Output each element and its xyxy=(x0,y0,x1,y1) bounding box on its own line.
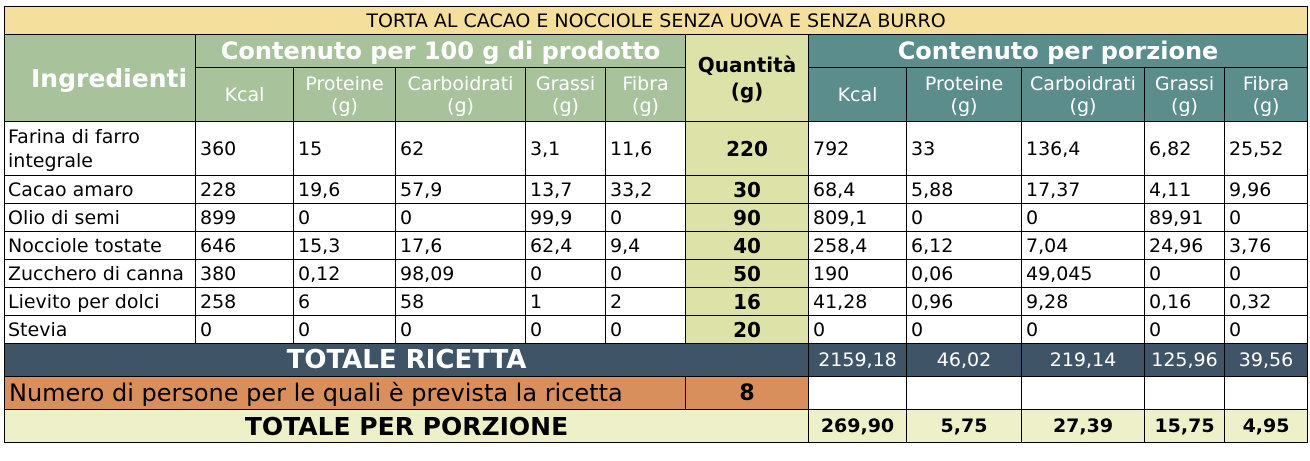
portion-value: 136,4 xyxy=(1022,122,1145,176)
ingredients-header: Ingredienti xyxy=(5,35,196,122)
per-portion-total-label: TOTALE PER PORZIONE xyxy=(5,410,809,443)
portion-value: 33 xyxy=(907,122,1022,176)
quantity-header-label: Quantità xyxy=(697,53,797,77)
portion-value: 258,4 xyxy=(809,232,907,260)
col-header-unit: (g) xyxy=(632,94,659,117)
portion-value: 9,28 xyxy=(1022,288,1145,316)
per-portion-value: 15,75 xyxy=(1145,410,1225,443)
empty-cell xyxy=(1145,377,1225,410)
portion-value: 0 xyxy=(1022,316,1145,344)
per100-value: 0 xyxy=(294,204,396,232)
portion-value: 792 xyxy=(809,122,907,176)
quantity-header-unit: (g) xyxy=(730,79,764,103)
total-value: 219,14 xyxy=(1022,344,1145,377)
col-header-unit: (g) xyxy=(447,94,474,117)
per100-value: 2 xyxy=(606,288,686,316)
empty-cell xyxy=(907,377,1022,410)
empty-cell xyxy=(1022,377,1145,410)
per100-value: 0 xyxy=(294,316,396,344)
per100-value: 0 xyxy=(396,204,526,232)
ingredient-name: Lievito per dolci xyxy=(5,288,196,316)
col-header-unit: (g) xyxy=(1069,94,1097,117)
ingredient-name: Zucchero di canna xyxy=(5,260,196,288)
per100-value: 228 xyxy=(196,176,294,204)
portion-value: 0,16 xyxy=(1145,288,1225,316)
per100-col-header xyxy=(396,68,526,122)
per100-col-header xyxy=(294,68,396,122)
portion-value: 5,88 xyxy=(907,176,1022,204)
per100-header: Contenuto per 100 g di prodotto xyxy=(196,35,686,68)
table-row xyxy=(5,204,1308,232)
portion-value: 9,96 xyxy=(1225,176,1308,204)
table-row xyxy=(5,316,1308,344)
portion-value: 0 xyxy=(1022,204,1145,232)
per100-value: 62 xyxy=(396,122,526,176)
per100-value: 3,1 xyxy=(526,122,606,176)
portion-value: 0 xyxy=(1225,260,1308,288)
col-header-label: Carboidrati xyxy=(1030,72,1136,95)
portion-value: 89,91 xyxy=(1145,204,1225,232)
ingredient-name: Stevia xyxy=(5,316,196,344)
portion-value: 0 xyxy=(907,204,1022,232)
per-portion-header: Contenuto per porzione xyxy=(809,35,1308,68)
quantity-value[interactable]: 50 xyxy=(686,260,809,288)
per100-value: 380 xyxy=(196,260,294,288)
portion-value: 6,82 xyxy=(1145,122,1225,176)
portion-value: 17,37 xyxy=(1022,176,1145,204)
portion-value: 49,045 xyxy=(1022,260,1145,288)
per100-value: 0 xyxy=(606,204,686,232)
per100-value: 0 xyxy=(196,316,294,344)
per100-value: 0 xyxy=(606,316,686,344)
col-header-label: Proteine xyxy=(924,72,1004,95)
per100-value: 15 xyxy=(294,122,396,176)
portion-value: 25,52 xyxy=(1225,122,1308,176)
portion-value: 24,96 xyxy=(1145,232,1225,260)
col-header-label: Kcal xyxy=(224,83,265,106)
portion-col-header xyxy=(809,68,907,122)
portion-value: 0 xyxy=(1145,316,1225,344)
total-value: 2159,18 xyxy=(809,344,907,377)
servings-value[interactable]: 8 xyxy=(686,377,809,410)
per100-value: 360 xyxy=(196,122,294,176)
portion-value: 190 xyxy=(809,260,907,288)
col-header-label: Fibra xyxy=(622,72,669,95)
per100-value: 0 xyxy=(606,260,686,288)
col-header-unit: (g) xyxy=(950,94,978,117)
per100-value: 0,12 xyxy=(294,260,396,288)
portion-value: 0 xyxy=(1225,316,1308,344)
portion-value: 0 xyxy=(809,316,907,344)
total-value: 46,02 xyxy=(907,344,1022,377)
portion-value: 3,76 xyxy=(1225,232,1308,260)
portion-value: 0 xyxy=(907,316,1022,344)
total-value: 125,96 xyxy=(1145,344,1225,377)
per100-col-header xyxy=(606,68,686,122)
per100-value: 19,6 xyxy=(294,176,396,204)
portion-value: 68,4 xyxy=(809,176,907,204)
per100-value: 899 xyxy=(196,204,294,232)
per-portion-value: 27,39 xyxy=(1022,410,1145,443)
portion-value: 809,1 xyxy=(809,204,907,232)
col-header-unit: (g) xyxy=(1252,94,1280,117)
per100-value: 646 xyxy=(196,232,294,260)
per100-col-header xyxy=(196,68,294,122)
ingredient-name: Olio di semi xyxy=(5,204,196,232)
per-portion-value: 4,95 xyxy=(1225,410,1308,443)
per100-col-header xyxy=(526,68,606,122)
per-portion-value: 5,75 xyxy=(907,410,1022,443)
quantity-value[interactable]: 90 xyxy=(686,204,809,232)
portion-value: 6,12 xyxy=(907,232,1022,260)
per100-value: 99,9 xyxy=(526,204,606,232)
per100-value: 0 xyxy=(396,316,526,344)
portion-value: 0 xyxy=(1145,260,1225,288)
per100-value: 1 xyxy=(526,288,606,316)
per100-value: 9,4 xyxy=(606,232,686,260)
portion-col-header xyxy=(1145,68,1225,122)
per100-value: 33,2 xyxy=(606,176,686,204)
ingredient-name: Nocciole tostate xyxy=(5,232,196,260)
quantity-value[interactable]: 30 xyxy=(686,176,809,204)
portion-value: 41,28 xyxy=(809,288,907,316)
table-row xyxy=(5,260,1308,288)
portion-value: 4,11 xyxy=(1145,176,1225,204)
per100-value: 17,6 xyxy=(396,232,526,260)
portion-col-header xyxy=(907,68,1022,122)
table-row xyxy=(5,122,1308,176)
ingredient-name: Farina di farro integrale xyxy=(5,122,196,176)
col-header-label: Carboidrati xyxy=(407,72,514,95)
per100-value: 57,9 xyxy=(396,176,526,204)
col-header-label: Kcal xyxy=(837,83,878,106)
per100-value: 62,4 xyxy=(526,232,606,260)
quantity-value[interactable]: 16 xyxy=(686,288,809,316)
col-header-unit: (g) xyxy=(552,94,579,117)
per100-value: 6 xyxy=(294,288,396,316)
per100-value: 258 xyxy=(196,288,294,316)
portion-col-header xyxy=(1022,68,1145,122)
per-portion-value: 269,90 xyxy=(809,410,907,443)
per100-value: 0 xyxy=(526,260,606,288)
per100-value: 15,3 xyxy=(294,232,396,260)
per100-value: 0 xyxy=(526,316,606,344)
col-header-label: Proteine xyxy=(305,72,384,95)
table-row xyxy=(5,288,1308,316)
quantity-value[interactable]: 20 xyxy=(686,316,809,344)
per100-value: 13,7 xyxy=(526,176,606,204)
table-row xyxy=(5,176,1308,204)
empty-cell xyxy=(809,377,907,410)
table-row xyxy=(5,232,1308,260)
col-header-label: Grassi xyxy=(535,72,596,95)
quantity-value[interactable]: 40 xyxy=(686,232,809,260)
portion-value: 0,96 xyxy=(907,288,1022,316)
per100-value: 11,6 xyxy=(606,122,686,176)
total-recipe-label: TOTALE RICETTA xyxy=(5,344,809,377)
portion-value: 0,32 xyxy=(1225,288,1308,316)
per100-value: 58 xyxy=(396,288,526,316)
portion-value: 0,06 xyxy=(907,260,1022,288)
col-header-unit: (g) xyxy=(331,94,358,117)
total-value: 39,56 xyxy=(1225,344,1308,377)
recipe-title: TORTA AL CACAO E NOCCIOLE SENZA UOVA E SENZA BURRO xyxy=(5,7,1308,35)
col-header-label: Fibra xyxy=(1242,72,1290,95)
servings-label: Numero di persone per le quali è prevista la ricetta xyxy=(5,377,686,410)
quantity-value[interactable]: 220 xyxy=(686,122,809,176)
per100-value: 98,09 xyxy=(396,260,526,288)
nutrition-table xyxy=(4,6,1308,443)
ingredient-name: Cacao amaro xyxy=(5,176,196,204)
portion-value: 0 xyxy=(1225,204,1308,232)
col-header-unit: (g) xyxy=(1171,94,1198,117)
portion-col-header xyxy=(1225,68,1308,122)
quantity-header xyxy=(686,35,809,122)
empty-cell xyxy=(1225,377,1308,410)
portion-value: 7,04 xyxy=(1022,232,1145,260)
col-header-label: Grassi xyxy=(1154,72,1215,95)
